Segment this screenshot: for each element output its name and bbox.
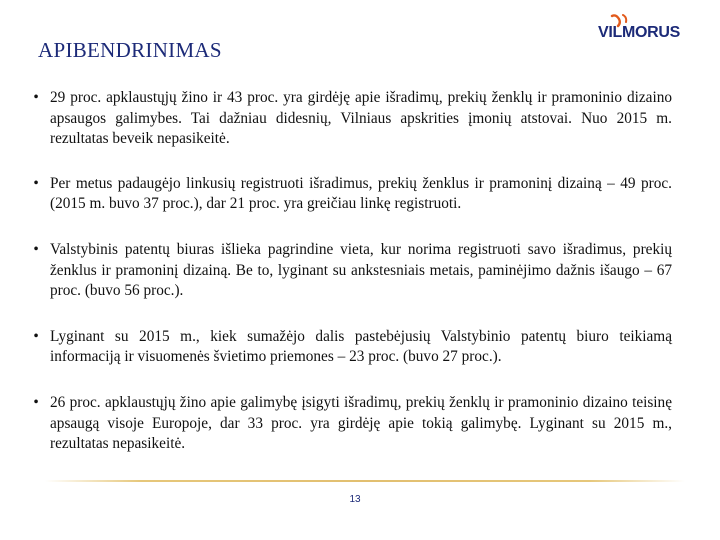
bullet-text: Per metus padaugėjo linkusių registruoti išradimus, prekių ženklus ir pramoninį dizainą – 49 proc. (2015 m. buvo 37 proc.), dar 21 proc. yra greičiau linkę registruoti. [50, 174, 672, 213]
logo-text: VILMORUS [598, 24, 681, 41]
bullet-text: Valstybinis patentų biuras išlieka pagrindine vieta, kur norima registruoti savo išradimus, prekių ženklus ir pramoninį dizainą. Be to, lyginant su ankstesniais metais, paminėjimo dažnis išaugo – 67 proc. (buvo 56 proc.). [50, 240, 672, 300]
bullet-item [30, 327, 672, 368]
page-number: 13 [349, 494, 361, 505]
bullet-item [30, 88, 672, 150]
bullet-marker: • [33, 327, 39, 345]
bullet-marker: • [33, 240, 39, 258]
bullet-item [30, 174, 672, 215]
slide-title: APIBENDRINIMAS [38, 38, 222, 62]
footer-divider [45, 480, 685, 482]
bullet-marker: • [33, 174, 39, 192]
bullet-item [30, 240, 672, 302]
bullet-marker: • [33, 393, 39, 411]
bullet-text: 29 proc. apklaustųjų žino ir 43 proc. yra girdėję apie išradimų, prekių ženklų ir pramoninio dizaino apsaugos galimybes. Tai dažniau didesnių, Vilniaus apskrities įmonių atstovai. Nuo 2015 m. rezultatas beveik nepasikeitė. [50, 89, 672, 148]
bullet-text: 26 proc. apklaustųjų žino apie galimybę įsigyti išradimų, prekių ženklų ir pramoninio dizaino teisinę apsaugą visoje Europoje, dar 33 proc. yra girdėję apie tokią galimybę. Lyginant su 2015 m., rezultatas nepasikeitė. [50, 393, 672, 453]
vilmorus-logo [598, 14, 694, 46]
bullet-text: Lyginant su 2015 m., kiek sumažėjo dalis pastebėjusių Valstybinio patentų biuro teikiamą informaciją ir visuomenės švietimo priemones – 23 proc. (buvo 27 proc.). [50, 327, 672, 366]
bullet-item [30, 393, 672, 455]
bullet-marker: • [33, 89, 39, 106]
summary-bullet-list [30, 88, 672, 479]
